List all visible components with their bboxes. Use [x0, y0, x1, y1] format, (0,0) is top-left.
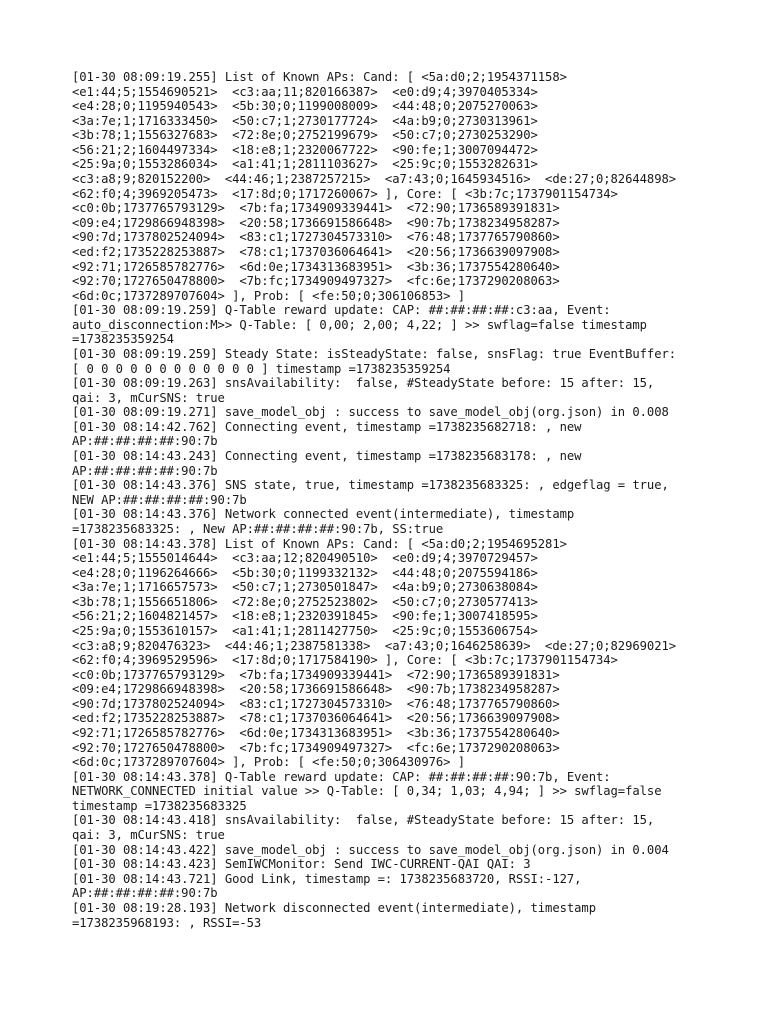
log-line: AP:##:##:##:##:90:7b — [72, 463, 218, 478]
log-line: <92:71;1726585782776> <6d:0e;1734313683951> <3b:36;1737554280640> — [72, 726, 560, 741]
log-line: <ed:f2;1735228253887> <78:c1;1737036064641> <20:56;1736639097908> — [72, 244, 560, 259]
log-line: [01-30 08:09:19.259] Steady State: isSteadyState: false, snsFlag: true EventBuffer: — [72, 346, 677, 361]
log-line: [01-30 08:14:43.243] Connecting event, timestamp =1738235683178: , new — [72, 449, 582, 464]
log-line: <ed:f2;1735228253887> <78:c1;1737036064641> <20:56;1736639097908> — [72, 711, 560, 726]
log-line: <6d:0c;1737289707604> ], Prob: [ <fe:50;0;306106853> ] — [72, 288, 465, 303]
log-line: [01-30 08:09:19.263] snsAvailability: false, #SteadyState before: 15 after: 15, — [72, 376, 655, 391]
log-line: <3b:78;1;1556651806> <72:8e;0;2752523802> <50:c7;0;2730577413> — [72, 594, 538, 609]
log-line: [01-30 08:14:43.378] Q-Table reward update: CAP: ##:##:##:##:90:7b, Event: — [72, 769, 611, 784]
log-line: =1738235683325: , New AP:##:##:##:##:90:7b, SS:true — [72, 521, 444, 536]
log-line: <e4:28;0;1196264666> <5b:30;0;1199332132> <44:48;0;2075594186> — [72, 565, 538, 580]
log-line: timestamp =1738235683325 — [72, 798, 247, 813]
log-line: <90:7d;1737802524094> <83:c1;1727304573310> <76:48;1737765790860> — [72, 696, 560, 711]
log-line: [01-30 08:19:28.193] Network disconnected event(intermediate), timestamp — [72, 900, 596, 915]
log-line: <e1:44;5;1555014644> <c3:aa;12;820490510> <e0:d9;4;3970729457> — [72, 551, 538, 566]
log-line: [01-30 08:09:19.271] save_model_obj : success to save_model_obj(org.json) in 0.008 — [72, 405, 669, 420]
log-line: <62:f0;4;3969205473> <17:8d;0;1717260067> ], Core: [ <3b:7c;1737901154734> — [72, 186, 618, 201]
log-line: auto_disconnection:M>> Q-Table: [ 0,00; 2,00; 4,22; ] >> swflag=false timestamp — [72, 317, 647, 332]
log-line: <90:7d;1737802524094> <83:c1;1727304573310> <76:48;1737765790860> — [72, 230, 560, 245]
log-line: <25:9a;0;1553286034> <a1:41;1;2811103627> <25:9c;0;1553282631> — [72, 157, 538, 172]
log-line: AP:##:##:##:##:90:7b — [72, 886, 218, 901]
log-line: [01-30 08:14:43.422] save_model_obj : success to save_model_obj(org.json) in 0.004 — [72, 842, 669, 857]
log-line: <e1:44;5;1554690521> <c3:aa;11;820166387> <e0:d9;4;3970405334> — [72, 84, 538, 99]
log-line: <c3:a8;9;820152200> <44:46;1;2387257215> <a7:43;0;1645934516> <de:27;0;82644898> — [72, 172, 677, 187]
log-line: qai: 3, mCurSNS: true — [72, 390, 225, 405]
log-line: AP:##:##:##:##:90:7b — [72, 434, 218, 449]
log-line: <25:9a;0;1553610157> <a1:41;1;2811427750> <25:9c;0;1553606754> — [72, 623, 538, 638]
log-line: NETWORK_CONNECTED initial value >> Q-Table: [ 0,34; 1,03; 4,94; ] >> swflag=false — [72, 784, 662, 799]
log-line: [01-30 08:14:43.423] SemIWCMonitor: Send IWC-CURRENT-QAI QAI: 3 — [72, 857, 531, 872]
log-line: <6d:0c;1737289707604> ], Prob: [ <fe:50;0;306430976> ] — [72, 755, 465, 770]
log-line: <c0:0b;1737765793129> <7b:fa;1734909339441> <72:90;1736589391831> — [72, 667, 560, 682]
log-line: [ 0 0 0 0 0 0 0 0 0 0 0 0 ] timestamp =1738235359254 — [72, 361, 451, 376]
log-line: =1738235968193: , RSSI=-53 — [72, 915, 262, 930]
log-line: [01-30 08:14:43.376] Network connected event(intermediate), timestamp — [72, 507, 575, 522]
log-line: [01-30 08:14:43.378] List of Known APs: Cand: [ <5a:d0;2;1954695281> — [72, 536, 567, 551]
log-line: <56:21;2;1604821457> <18:e8;1;2320391845> <90:fe;1;3007418595> — [72, 609, 538, 624]
log-line: <3b:78;1;1556327683> <72:8e;0;2752199679> <50:c7;0;2730253290> — [72, 128, 538, 143]
log-line: <3a:7e;1;1716333450> <50:c7;1;2730177724> <4a:b9;0;2730313961> — [72, 113, 538, 128]
log-line: <c3:a8;9;820476323> <44:46;1;2387581338> <a7:43;0;1646258639> <de:27;0;82969021> — [72, 638, 677, 653]
log-line: <09:e4;1729866948398> <20:58;1736691586648> <90:7b;1738234958287> — [72, 215, 560, 230]
log-line: <56:21;2;1604497334> <18:e8;1;2320067722> <90:fe;1;3007094472> — [72, 142, 538, 157]
log-line: <09:e4;1729866948398> <20:58;1736691586648> <90:7b;1738234958287> — [72, 682, 560, 697]
log-line: <92:70;1727650478800> <7b:fc;1734909497327> <fc:6e;1737290208063> — [72, 740, 560, 755]
log-line: <e4:28;0;1195940543> <5b:30;0;1199008009> <44:48;0;2075270063> — [72, 99, 538, 114]
log-line: [01-30 08:09:19.255] List of Known APs: Cand: [ <5a:d0;2;1954371158> — [72, 70, 567, 84]
log-line: <92:70;1727650478800> <7b:fc;1734909497327> <fc:6e;1737290208063> — [72, 274, 560, 289]
log-line: <3a:7e;1;1716657573> <50:c7;1;2730501847> <4a:b9;0;2730638084> — [72, 580, 538, 595]
log-line: <62:f0;4;3969529596> <17:8d;0;1717584190> ], Core: [ <3b:7c;1737901154734> — [72, 653, 618, 668]
log-line: [01-30 08:14:43.376] SNS state, true, timestamp =1738235683325: , edgeflag = true, — [72, 478, 669, 493]
log-line: [01-30 08:14:43.418] snsAvailability: false, #SteadyState before: 15 after: 15, — [72, 813, 655, 828]
log-line: =1738235359254 — [72, 332, 174, 347]
log-line: <92:71;1726585782776> <6d:0e;1734313683951> <3b:36;1737554280640> — [72, 259, 560, 274]
log-line: [01-30 08:14:43.721] Good Link, timestamp =: 1738235683720, RSSI:-127, — [72, 871, 582, 886]
log-line: qai: 3, mCurSNS: true — [72, 828, 225, 843]
log-line: NEW AP:##:##:##:##:90:7b — [72, 492, 247, 507]
log-line: <c0:0b;1737765793129> <7b:fa;1734909339441> <72:90;1736589391831> — [72, 201, 560, 216]
log-line: [01-30 08:09:19.259] Q-Table reward update: CAP: ##:##:##:##:c3:aa, Event: — [72, 303, 611, 318]
log-line: [01-30 08:14:42.762] Connecting event, timestamp =1738235682718: , new — [72, 419, 582, 434]
log-text-block — [72, 70, 732, 930]
